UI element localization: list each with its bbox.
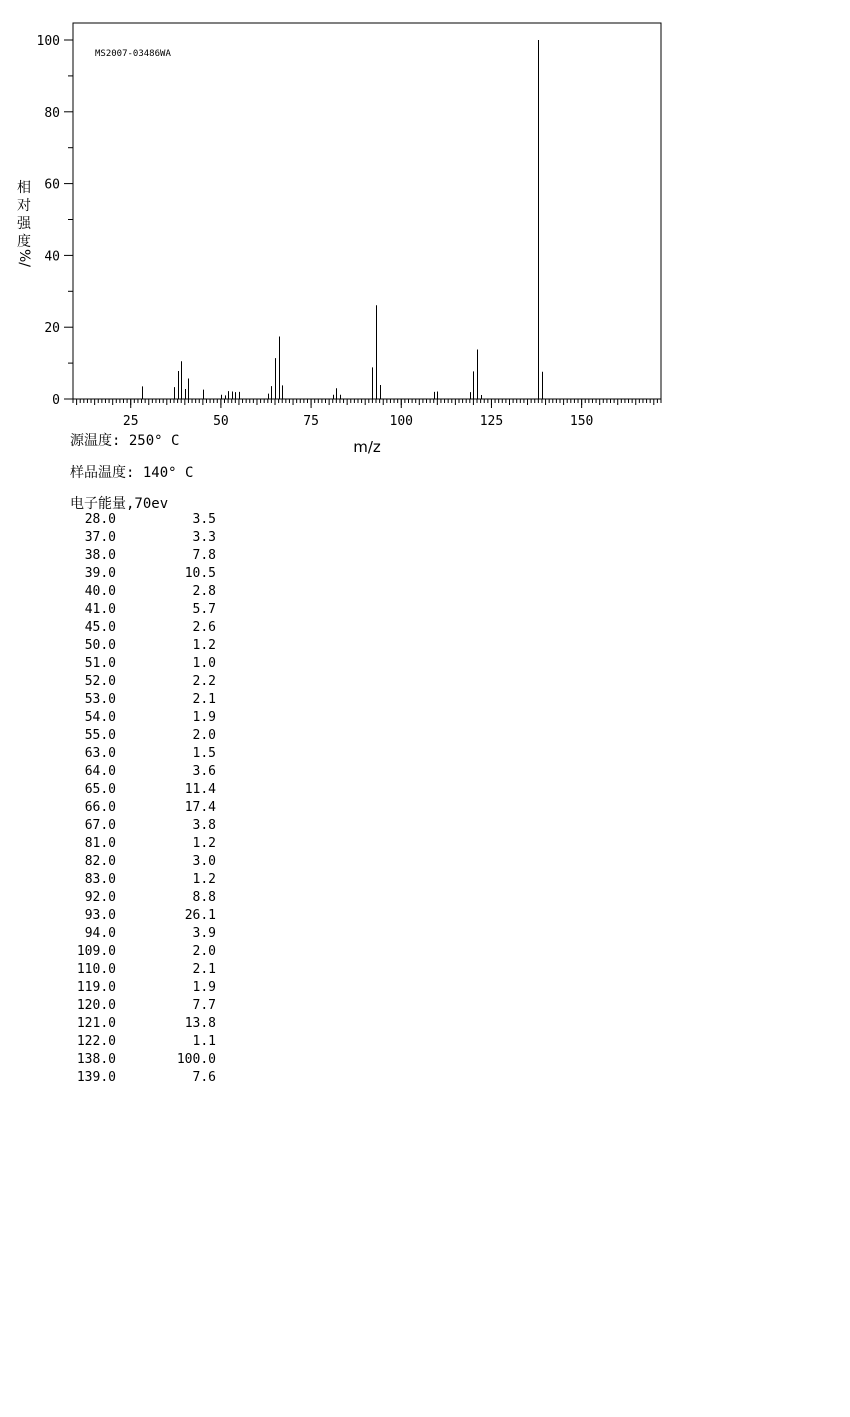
peak-mz: 67.0 <box>84 818 116 833</box>
peak-mz: 39.0 <box>84 566 116 581</box>
peak-mz: 64.0 <box>84 764 116 779</box>
x-tick-label: 50 <box>213 414 229 429</box>
y-tick-label: 20 <box>44 321 60 337</box>
peak-intensity: 11.4 <box>184 782 216 797</box>
peak-row <box>60 871 216 889</box>
source-temperature: 源温度: 250° C <box>70 433 180 449</box>
peak-intensity: 3.0 <box>192 854 216 869</box>
peak-row <box>60 997 216 1015</box>
x-tick-label: 75 <box>303 414 319 429</box>
x-tick-label: 25 <box>122 414 139 429</box>
peak-mz: 66.0 <box>84 800 116 815</box>
peak-intensity: 3.6 <box>192 764 216 779</box>
peak-row <box>60 547 216 565</box>
peak-intensity: 2.8 <box>192 584 216 599</box>
peak-mz: 37.0 <box>84 530 116 545</box>
peak-intensity: 7.8 <box>192 548 216 563</box>
y-tick-label: 40 <box>44 249 60 265</box>
peak-row <box>60 727 216 745</box>
peak-intensity: 1.2 <box>192 872 216 887</box>
y-tick-label: 60 <box>44 177 60 193</box>
peak-row <box>60 781 216 799</box>
peak-row <box>60 1051 216 1069</box>
peak-mz: 28.0 <box>84 512 116 527</box>
peak-mz: 139.0 <box>76 1070 116 1085</box>
peak-intensity: 10.5 <box>184 566 216 581</box>
peak-row <box>60 529 216 547</box>
peak-mz: 120.0 <box>76 998 116 1013</box>
peak-intensity: 17.4 <box>184 800 216 815</box>
svg-text:对: 对 <box>17 198 31 214</box>
peak-intensity: 2.6 <box>192 620 216 635</box>
sample-temperature: 样品温度: 140° C <box>70 465 194 481</box>
mass-spectrum-chart <box>0 0 850 470</box>
plot-frame <box>73 23 661 399</box>
peak-mz: 93.0 <box>84 908 116 923</box>
svg-text:度: 度 <box>17 234 31 250</box>
peak-row <box>60 853 216 871</box>
peak-row <box>60 1015 216 1033</box>
peak-row <box>60 637 216 655</box>
peak-intensity: 7.7 <box>192 998 216 1013</box>
x-tick-label: 125 <box>479 414 504 429</box>
peak-mz: 52.0 <box>84 674 116 689</box>
peak-mz: 81.0 <box>84 836 116 851</box>
peak-row <box>60 565 216 583</box>
peak-row <box>60 1069 216 1087</box>
peak-intensity: 1.9 <box>192 980 216 995</box>
x-axis-ticks <box>123 399 593 429</box>
peak-row <box>60 925 216 943</box>
peak-intensity: 1.2 <box>192 638 216 653</box>
peak-intensity: 3.9 <box>192 926 216 941</box>
svg-text:强: 强 <box>17 216 31 232</box>
peak-intensity: 2.1 <box>192 962 216 977</box>
peak-intensity: 3.3 <box>192 530 216 545</box>
peak-mz: 50.0 <box>84 638 116 653</box>
minor-tick-marks <box>73 399 661 405</box>
peak-row <box>60 601 216 619</box>
chart-title: MS2007-03486WA <box>95 49 171 59</box>
peak-row <box>60 961 216 979</box>
peak-row <box>60 709 216 727</box>
peak-mz: 121.0 <box>76 1016 116 1031</box>
peak-intensity: 2.0 <box>192 728 216 743</box>
peak-row <box>60 943 216 961</box>
peak-intensity: 1.0 <box>192 656 216 671</box>
peak-intensity: 5.7 <box>192 602 216 617</box>
peak-row <box>60 889 216 907</box>
peak-mz: 45.0 <box>84 620 116 635</box>
peak-mz: 94.0 <box>84 926 116 941</box>
peak-row <box>60 511 216 529</box>
peak-mz: 110.0 <box>76 962 116 977</box>
peak-row <box>60 673 216 691</box>
peak-intensity: 1.5 <box>192 746 216 761</box>
peak-mz: 122.0 <box>76 1034 116 1049</box>
peak-intensity: 1.1 <box>192 1034 216 1049</box>
peak-mz: 109.0 <box>76 944 116 959</box>
peak-mz: 53.0 <box>84 692 116 707</box>
peak-intensity: 2.2 <box>192 674 216 689</box>
x-tick-label: 150 <box>569 414 594 429</box>
peak-mz: 119.0 <box>76 980 116 995</box>
peak-row <box>60 835 216 853</box>
peak-row <box>60 583 216 601</box>
peak-row <box>60 763 216 781</box>
peak-mz: 54.0 <box>84 710 116 725</box>
y-tick-label: 0 <box>52 393 60 408</box>
peak-row <box>60 817 216 835</box>
spectrum-peaks <box>143 40 543 399</box>
peak-intensity: 3.5 <box>192 512 216 527</box>
peak-row <box>60 1033 216 1051</box>
peak-intensity: 26.1 <box>184 908 216 923</box>
svg-text:%/: %/ <box>16 248 32 268</box>
peak-intensity: 8.8 <box>192 890 216 905</box>
peak-row <box>60 907 216 925</box>
peak-mz: 92.0 <box>84 890 116 905</box>
svg-text:相: 相 <box>17 180 31 196</box>
peak-row <box>60 691 216 709</box>
peak-row <box>60 799 216 817</box>
y-tick-label: 100 <box>36 34 60 49</box>
peak-mz: 40.0 <box>84 584 116 599</box>
peak-mz: 65.0 <box>84 782 116 797</box>
peak-mz: 55.0 <box>84 728 116 743</box>
peak-mz: 51.0 <box>84 656 116 671</box>
peak-mz: 38.0 <box>84 548 116 563</box>
peak-intensity: 1.2 <box>192 836 216 851</box>
peak-mz: 41.0 <box>84 602 116 617</box>
y-axis-label <box>16 179 32 267</box>
peak-mz: 82.0 <box>84 854 116 869</box>
peak-intensity: 7.6 <box>192 1070 216 1085</box>
peak-intensity: 2.0 <box>192 944 216 959</box>
x-tick-label: 100 <box>389 414 414 429</box>
peak-mz: 138.0 <box>76 1052 116 1067</box>
peak-intensity: 3.8 <box>192 818 216 833</box>
peak-intensity: 100.0 <box>176 1052 216 1067</box>
electron-energy: 电子能量,70ev <box>70 496 169 512</box>
x-axis-label: m/z <box>353 438 381 456</box>
peak-mz: 63.0 <box>84 746 116 761</box>
peak-intensity: 13.8 <box>184 1016 216 1031</box>
peak-row <box>60 619 216 637</box>
peak-row <box>60 655 216 673</box>
y-axis-ticks <box>37 34 73 408</box>
peak-row <box>60 979 216 997</box>
peak-intensity: 2.1 <box>192 692 216 707</box>
y-tick-label: 80 <box>44 105 60 121</box>
peak-row <box>60 745 216 763</box>
peak-mz: 83.0 <box>84 872 116 887</box>
peak-intensity: 1.9 <box>192 710 216 725</box>
peak-list <box>60 511 216 1087</box>
